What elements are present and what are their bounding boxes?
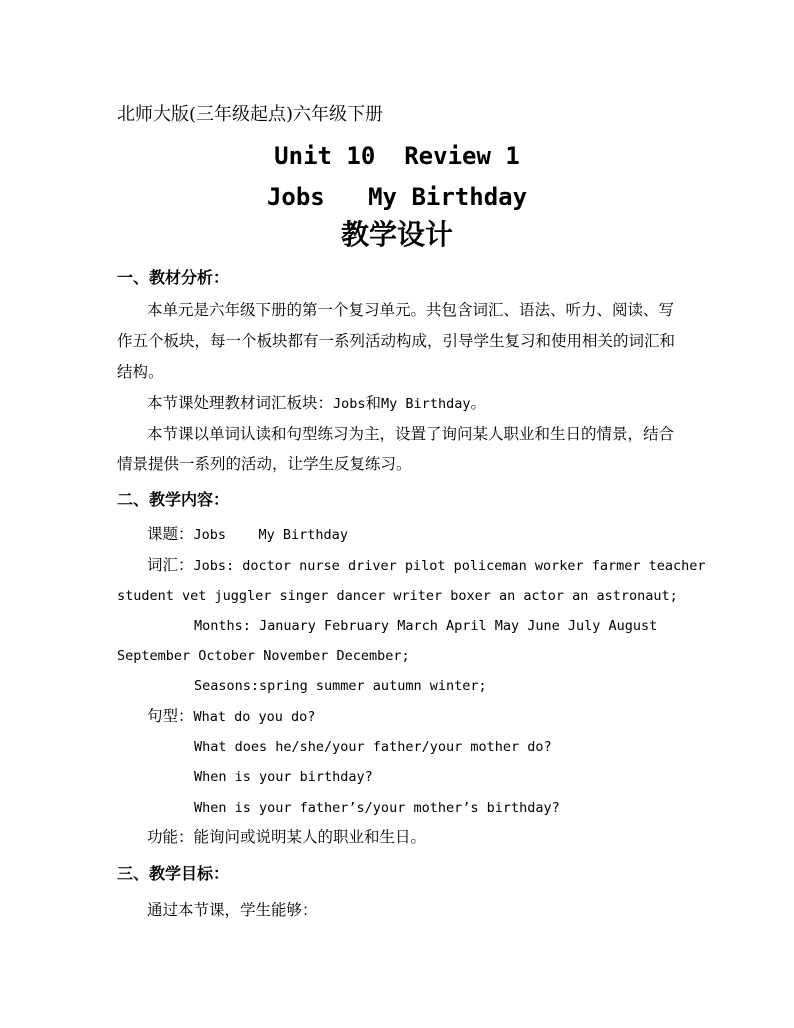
- section1-para2: [147, 393, 486, 414]
- sentence-3: When is your birthday?: [194, 769, 373, 785]
- sentence-1: What do you do?: [193, 709, 316, 725]
- section3-heading: 三、教学目标：: [117, 864, 230, 883]
- title-topics: Jobs My Birthday: [266, 183, 528, 211]
- topic-row: [147, 524, 348, 545]
- section1-para2-birthday: My Birthday: [381, 396, 471, 412]
- vocab-months-line1: Months: January February March April May June July August: [194, 618, 658, 634]
- vocab-seasons: Seasons:spring summer autumn winter;: [194, 678, 487, 694]
- vocab-row: [147, 555, 706, 576]
- sentence-4: When is your father’s/your mother’s birthday?: [194, 800, 560, 816]
- section1-para1-line3: 结构。: [117, 363, 164, 381]
- section3-intro: 通过本节课，学生能够：: [147, 901, 318, 919]
- section2-heading: 二、教学内容：: [117, 490, 230, 509]
- sentence-label: 句型：: [147, 707, 194, 725]
- section1-para2-end: 。: [470, 394, 486, 412]
- title-unit: Unit 10 Review 1: [274, 142, 520, 170]
- section1-para2-jobs: Jobs: [333, 396, 366, 412]
- section1-para3-line2: 情景提供一系列的活动，让学生反复练习。: [117, 455, 412, 473]
- function-row: [147, 827, 426, 847]
- topic-label: 课题：: [147, 525, 194, 543]
- section1-para1-line1: 本单元是六年级下册的第一个复习单元。共包含词汇、语法、听力、阅读、写: [147, 301, 675, 319]
- vocab-label: 词汇：: [147, 556, 194, 574]
- vocab-jobs-line2: student vet juggler singer dancer writer boxer an actor an astronaut;: [117, 588, 678, 604]
- section1-para3-line1: 本节课以单词认读和句型练习为主，设置了询问某人职业和生日的情景，结合: [147, 425, 675, 443]
- edition-subtitle: 北师大版(三年级起点)六年级下册: [117, 104, 384, 125]
- sentence-row: [147, 706, 315, 727]
- sentence-2: What does he/she/your father/your mother do?: [194, 739, 552, 755]
- function-label: 功能：: [147, 828, 194, 846]
- vocab-jobs-line1: Jobs: doctor nurse driver pilot policeman worker farmer teacher: [193, 558, 706, 574]
- title-teaching-design: 教学设计: [340, 218, 453, 251]
- section1-para2-prefix: 本节课处理教材词汇板块：: [147, 394, 334, 412]
- section1-heading: 一、教材分析：: [117, 268, 230, 287]
- topic-value: Jobs My Birthday: [193, 527, 348, 543]
- section1-para1-line2: 作五个板块，每一个板块都有一系列活动构成，引导学生复习和使用相关的词汇和: [117, 332, 676, 350]
- section1-para2-and: 和: [365, 394, 382, 412]
- vocab-months-line2: September October November December;: [117, 648, 410, 664]
- function-value: 能询问或说明某人的职业和生日。: [193, 828, 427, 846]
